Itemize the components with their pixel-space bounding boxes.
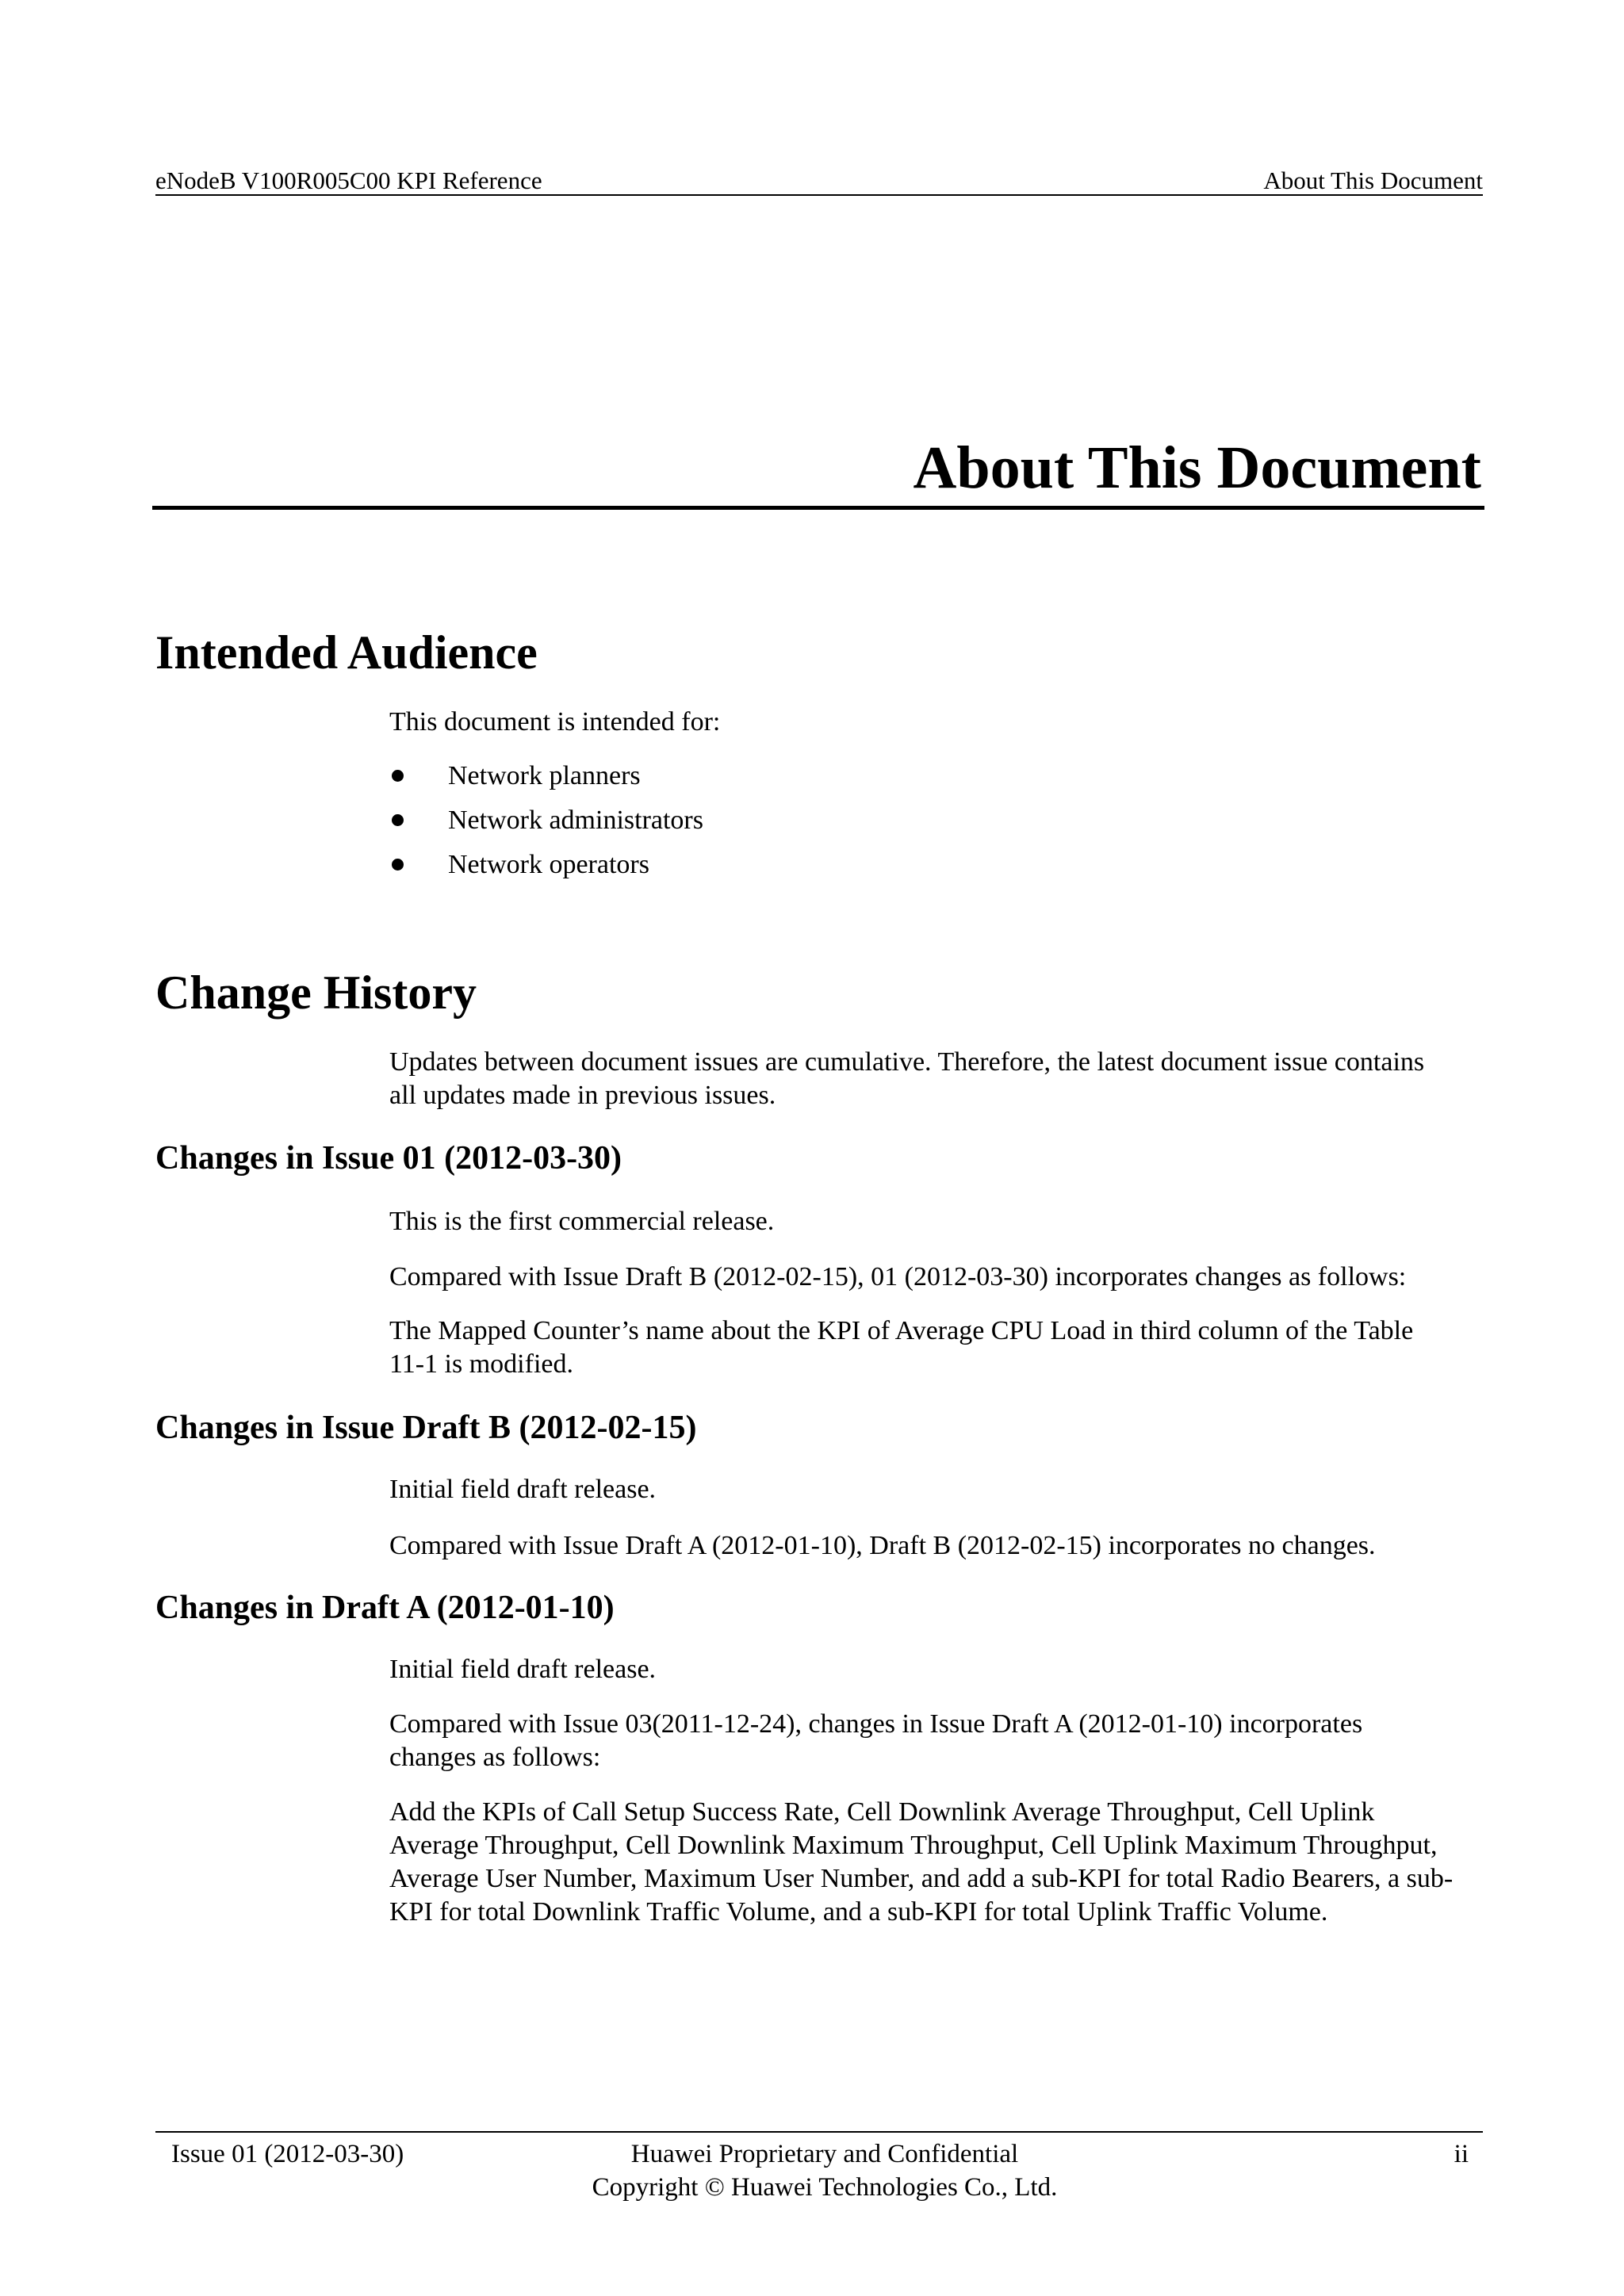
draft-a-paragraph: Add the KPIs of Call Setup Success Rate, Cell Downlink Average Throughput, Cell Uplink Average Throughput, Cell Downlink Maximum Throughput, Cell Uplink Maximum Throughput, Average User Number, Maximum User Number, and add a sub-KPI for total Radio Bearers, a sub-KPI for total Downlink Traffic Volume, and a sub-KPI for total Uplink Traffic Volume. — [389, 1797, 1454, 1927]
footer-issue: Issue 01 (2012-03-30) — [171, 2140, 404, 2168]
intended-audience-heading: Intended Audience — [155, 626, 538, 679]
audience-item-label: Network administrators — [448, 806, 703, 835]
audience-item-label: Network operators — [448, 850, 649, 879]
issue-01-paragraph: This is the first commercial release. — [389, 1207, 775, 1236]
issue-draft-b-heading: Changes in Issue Draft B (2012-02-15) — [155, 1410, 697, 1446]
issue-01-paragraph: Compared with Issue Draft B (2012-02-15), 01 (2012-03-30) incorporates changes as follows: — [389, 1262, 1407, 1292]
intended-audience-intro: This document is intended for: — [389, 707, 721, 737]
bullet-icon — [392, 859, 404, 871]
footer-confidential: Huawei Proprietary and Confidential — [630, 2140, 1019, 2168]
chapter-title: About This Document — [913, 434, 1481, 501]
draft-a-heading: Changes in Draft A (2012-01-10) — [155, 1590, 615, 1626]
draft-a-paragraph: Compared with Issue 03(2011-12-24), changes in Issue Draft A (2012-01-10) incorporates changes as follows: — [389, 1709, 1363, 1772]
issue-01-heading: Changes in Issue 01 (2012-03-30) — [155, 1140, 622, 1177]
header-rule — [155, 194, 1483, 196]
issue-draft-b-paragraph: Initial field draft release. — [389, 1475, 657, 1504]
change-history-intro: Updates between document issues are cumulative. Therefore, the latest document issue contains all updates made in previous issues. — [389, 1047, 1425, 1110]
running-header-section: About This Document — [1263, 166, 1483, 194]
bullet-icon — [392, 814, 404, 826]
footer-notice — [476, 2137, 1174, 2204]
chapter-title-rule — [152, 506, 1484, 510]
running-header-title: eNodeB V100R005C00 KPI Reference — [155, 166, 542, 194]
issue-draft-b-paragraph: Compared with Issue Draft A (2012-01-10), Draft B (2012-02-15) incorporates no changes. — [389, 1531, 1376, 1560]
page-number: ii — [1454, 2140, 1469, 2168]
change-history-heading: Change History — [155, 966, 477, 1019]
bullet-icon — [392, 770, 404, 782]
footer-copyright: Copyright © Huawei Technologies Co., Ltd. — [592, 2173, 1058, 2202]
audience-item-label: Network planners — [448, 761, 641, 790]
issue-01-paragraph: The Mapped Counter’s name about the KPI of Average CPU Load in third column of the Table 11-1 is modified. — [389, 1316, 1414, 1379]
draft-a-paragraph: Initial field draft release. — [389, 1655, 657, 1684]
footer-rule — [155, 2131, 1483, 2133]
